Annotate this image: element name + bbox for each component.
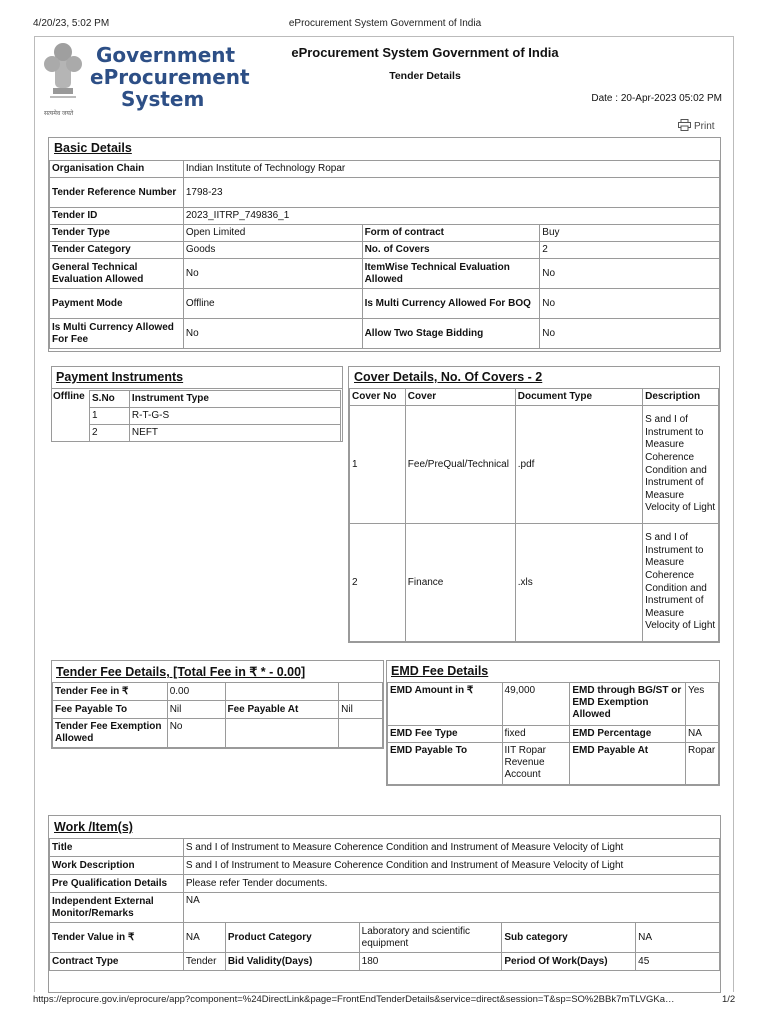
instrument-sno: 1: [90, 408, 130, 425]
no-covers-label: No. of Covers: [362, 242, 540, 259]
multi-boq-value: No: [540, 289, 720, 319]
instrument-table: [89, 390, 341, 442]
printer-icon: [678, 119, 691, 134]
work-items-title: Work /Item(s): [54, 820, 133, 834]
cover-no: 2: [350, 524, 406, 642]
basic-details-table: [49, 160, 720, 349]
tender-value-value: NA: [183, 923, 225, 953]
emd-fee-type-label: EMD Fee Type: [388, 726, 503, 743]
tender-fee-table: [52, 682, 383, 748]
col-instrument-type: Instrument Type: [129, 391, 340, 408]
iem-value: NA: [183, 893, 719, 923]
form-contract-label: Form of contract: [362, 225, 540, 242]
tender-category-label: Tender Category: [50, 242, 184, 259]
tender-fee-value: 0.00: [167, 683, 225, 701]
tender-type-value: Open Limited: [183, 225, 362, 242]
sub-category-label: Sub category: [502, 923, 636, 953]
period-of-work-value: 45: [636, 953, 720, 971]
org-chain-label: Organisation Chain: [50, 161, 184, 178]
emd-title: EMD Fee Details: [391, 664, 489, 678]
tender-type-label: Tender Type: [50, 225, 184, 242]
payment-divider: [52, 388, 342, 389]
emblem-caption: सत्यमेव जयते: [44, 111, 74, 117]
contract-type-label: Contract Type: [50, 953, 184, 971]
work-items-table: [49, 838, 720, 971]
work-title-value: S and I of Instrument to Measure Coherence Condition and Instrument of Measure Velocity of Light: [183, 839, 719, 857]
two-stage-label: Allow Two Stage Bidding: [362, 319, 540, 349]
work-desc-label: Work Description: [50, 857, 184, 875]
fee-payable-at-value: Nil: [339, 701, 383, 719]
payment-mode-label: Payment Mode: [50, 289, 184, 319]
cover-no: 1: [350, 406, 406, 524]
org-chain-value: Indian Institute of Technology Ropar: [183, 161, 719, 178]
tender-fee-title: Tender Fee Details, [Total Fee in ₹ * - 0.00]: [56, 665, 306, 679]
cover-doc-type: .xls: [515, 524, 642, 642]
tender-fee-label: Tender Fee in ₹: [53, 683, 168, 701]
emd-payable-at-label: EMD Payable At: [570, 743, 686, 785]
emd-payable-at-value: Ropar: [685, 743, 718, 785]
page-heading: Tender Details: [389, 70, 461, 82]
logo-line-2: eProcurement: [90, 65, 250, 89]
instrument-sno: 2: [90, 425, 130, 442]
print-label: Print: [694, 121, 715, 132]
gte-label: General Technical Evaluation Allowed: [50, 259, 184, 289]
iem-label: Independent External Monitor/Remarks: [50, 893, 184, 923]
date-label: Date : 20-Apr-2023 05:02 PM: [591, 93, 722, 104]
col-sno: S.No: [90, 391, 130, 408]
work-title-label: Title: [50, 839, 184, 857]
fee-payable-to-label: Fee Payable To: [53, 701, 168, 719]
no-covers-value: 2: [540, 242, 720, 259]
contract-type-value: Tender: [183, 953, 225, 971]
emblem-icon: [40, 40, 86, 112]
emd-percentage-value: NA: [685, 726, 718, 743]
logo-line-1: Government: [96, 43, 236, 67]
payment-instruments-title: Payment Instruments: [56, 370, 184, 384]
print-url: https://eprocure.gov.in/eprocure/app?component=%24DirectLink&page=FrontEndTenderDetails&service=direct&session=T&sp=SO%2BBk7mTLVGKa…: [33, 994, 675, 1005]
bid-validity-label: Bid Validity(Days): [225, 953, 359, 971]
cover-name: Fee/PreQual/Technical: [405, 406, 515, 524]
cover-name: Finance: [405, 524, 515, 642]
payment-mode-offline: Offline: [53, 391, 85, 402]
col-cover-no: Cover No: [350, 389, 406, 406]
print-button[interactable]: [678, 119, 715, 134]
sub-category-value: NA: [636, 923, 720, 953]
product-category-label: Product Category: [225, 923, 359, 953]
emd-fee-type-value: fixed: [502, 726, 570, 743]
emd-table: [387, 682, 719, 785]
prequal-label: Pre Qualification Details: [50, 875, 184, 893]
instrument-type: R-T-G-S: [129, 408, 340, 425]
ref-label: Tender Reference Number: [50, 178, 184, 208]
emd-percentage-label: EMD Percentage: [570, 726, 686, 743]
cover-doc-type: .pdf: [515, 406, 642, 524]
emd-amount-label: EMD Amount in ₹: [388, 683, 503, 726]
emd-payable-to-label: EMD Payable To: [388, 743, 503, 785]
tender-id-value: 2023_IITRP_749836_1: [183, 208, 719, 225]
logo-line-3: System: [121, 87, 205, 111]
two-stage-value: No: [540, 319, 720, 349]
period-of-work-label: Period Of Work(Days): [502, 953, 636, 971]
multi-fee-value: No: [183, 319, 362, 349]
emd-payable-to-value: IIT Ropar Revenue Account: [502, 743, 570, 785]
multi-boq-label: Is Multi Currency Allowed For BOQ: [362, 289, 540, 319]
itemwise-value: No: [540, 259, 720, 289]
cover-table: [349, 388, 719, 642]
cover-description: S and I of Instrument to Measure Coherence Condition and Instrument of Measure Velocity of Light: [643, 406, 719, 524]
form-contract-value: Buy: [540, 225, 720, 242]
emd-bg-value: Yes: [685, 683, 718, 726]
col-description: Description: [643, 389, 719, 406]
fee-exemption-value: No: [167, 719, 225, 748]
tender-category-value: Goods: [183, 242, 362, 259]
ref-value: 1798-23: [183, 178, 719, 208]
multi-fee-label: Is Multi Currency Allowed For Fee: [50, 319, 184, 349]
fee-exemption-label: Tender Fee Exemption Allowed: [53, 719, 168, 748]
print-datetime: 4/20/23, 5:02 PM: [33, 18, 110, 29]
col-cover: Cover: [405, 389, 515, 406]
emd-bg-label: EMD through BG/ST or EMD Exemption Allowed: [570, 683, 686, 726]
fee-payable-to-value: Nil: [167, 701, 225, 719]
product-category-value: Laboratory and scientific equipment: [359, 923, 502, 953]
col-document-type: Document Type: [515, 389, 642, 406]
bid-validity-value: 180: [359, 953, 502, 971]
instrument-type: NEFT: [129, 425, 340, 442]
itemwise-label: ItemWise Technical Evaluation Allowed: [362, 259, 540, 289]
print-page-number: 1/2: [722, 994, 736, 1005]
cover-details-title: Cover Details, No. Of Covers - 2: [354, 370, 543, 384]
tender-id-label: Tender ID: [50, 208, 184, 225]
tender-value-label: Tender Value in ₹: [50, 923, 184, 953]
work-desc-value: S and I of Instrument to Measure Coherence Condition and Instrument of Measure Velocity of Light: [183, 857, 719, 875]
payment-mode-value: Offline: [183, 289, 362, 319]
cover-description: S and I of Instrument to Measure Coherence Condition and Instrument of Measure Velocity of Light: [643, 524, 719, 642]
basic-details-title: Basic Details: [54, 141, 132, 155]
prequal-value: Please refer Tender documents.: [183, 875, 719, 893]
print-page-title: eProcurement System Government of India: [288, 18, 482, 29]
emd-amount-value: 49,000: [502, 683, 570, 726]
site-title: eProcurement System Government of India: [291, 45, 559, 60]
fee-payable-at-label: Fee Payable At: [225, 701, 339, 719]
gte-value: No: [183, 259, 362, 289]
